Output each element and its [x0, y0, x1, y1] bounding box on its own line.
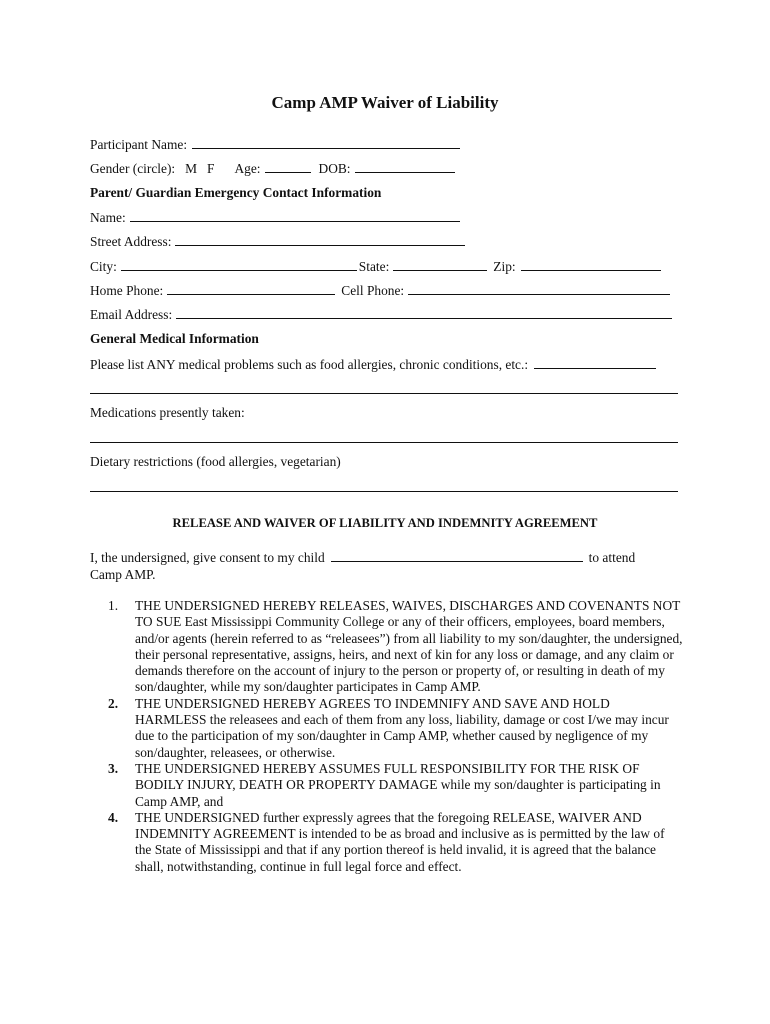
item-text: THE UNDERSIGNED HEREBY AGREES TO INDEMNIFY AND SAVE AND HOLD HARMLESS the releasees and each of them from any loss, liability, damage or cost I/we may incur due to the participation of my son/daughter in Camp AMP, whether caused by negligence of my son/daughter, releasees, or otherwise.	[135, 695, 669, 760]
zip-label: Zip:	[493, 259, 516, 274]
age-label: Age:	[234, 161, 261, 176]
agreement-list	[108, 598, 684, 875]
agreement-item	[108, 761, 684, 810]
street-address-field[interactable]	[175, 233, 465, 246]
street-address-label: Street Address:	[90, 234, 172, 249]
dob-field[interactable]	[355, 160, 455, 173]
item-number: 3.	[108, 760, 119, 776]
guardian-name-row	[90, 209, 462, 226]
participant-name-row	[90, 136, 462, 153]
participant-name-field[interactable]	[192, 136, 460, 149]
agreement-item	[108, 598, 684, 696]
medical-problems-field[interactable]	[534, 356, 656, 369]
city-state-zip-row	[90, 258, 663, 275]
guardian-name-field[interactable]	[130, 209, 460, 222]
item-text: THE UNDERSIGNED HEREBY ASSUMES FULL RESPONSIBILITY FOR THE RISK OF BODILY INJURY, DEATH OR PROPERTY DAMAGE while my son/daughter is participating in Camp AMP, and	[135, 760, 661, 809]
gender-option-f[interactable]: F	[207, 161, 215, 176]
home-phone-field[interactable]	[167, 282, 335, 295]
street-address-row	[90, 233, 467, 250]
item-number: 1.	[108, 598, 119, 613]
gender-option-m[interactable]: M	[185, 161, 198, 176]
item-text: THE UNDERSIGNED further expressly agrees that the foregoing RELEASE, WAIVER AND INDEMNITY AGREEMENT is intended to be as broad and inclusive as is permitted by the law of the State of Mississippi and that if any portion thereof is held invalid, it is agreed that the balance shall, notwithstanding, continue in full legal force and effect.	[135, 809, 665, 874]
consent-suffix: to attend	[588, 550, 636, 565]
state-field[interactable]	[393, 258, 487, 271]
consent-line-2: Camp AMP.	[90, 567, 156, 582]
participant-name-label: Participant Name:	[90, 137, 188, 152]
child-name-field[interactable]	[331, 549, 583, 562]
phone-row	[90, 282, 672, 299]
medical-problems-label: Please list ANY medical problems such as food allergies, chronic conditions, etc.:	[90, 357, 529, 372]
agreement-item	[108, 810, 684, 875]
consent-prefix: I, the undersigned, give consent to my child	[90, 550, 325, 565]
email-field[interactable]	[176, 306, 672, 319]
medical-section-heading: General Medical Information	[90, 331, 259, 346]
guardian-name-label: Name:	[90, 210, 126, 225]
page-title: Camp AMP Waiver of Liability	[271, 93, 499, 112]
email-row	[90, 306, 674, 323]
dietary-label: Dietary restrictions (food allergies, vegetarian)	[90, 454, 341, 469]
medications-row	[90, 405, 245, 421]
agreement-item	[108, 696, 684, 761]
city-label: City:	[90, 259, 117, 274]
dietary-row	[90, 454, 341, 470]
cell-phone-label: Cell Phone:	[341, 283, 405, 298]
dietary-line[interactable]	[90, 491, 678, 492]
medications-label: Medications presently taken:	[90, 405, 245, 420]
medications-line[interactable]	[90, 442, 678, 443]
city-field[interactable]	[121, 258, 357, 271]
dob-label: DOB:	[318, 161, 351, 176]
state-label: State:	[358, 259, 390, 274]
email-label: Email Address:	[90, 307, 173, 322]
home-phone-label: Home Phone:	[90, 283, 164, 298]
item-text: THE UNDERSIGNED HEREBY RELEASES, WAIVES, DISCHARGES AND COVENANTS NOT TO SUE East Mississippi Community College or any of their officers, employees, board members, and/or agents (herein referred to as “releasees”) from all liability to my son/daughter, the undersigned, their personal representative, assigns, heirs, and next of kin for any loss or damage, and any claim or demands therefore on the account of injury to the person or property of, or resulting in death of my son/daughter, while my son/daughter participates in Camp AMP.	[135, 598, 683, 695]
gender-label: Gender (circle):	[90, 161, 176, 176]
guardian-section-heading: Parent/ Guardian Emergency Contact Information	[90, 185, 382, 200]
medical-problems-line-2[interactable]	[90, 393, 678, 394]
consent-paragraph	[90, 549, 680, 583]
zip-field[interactable]	[521, 258, 661, 271]
agreement-heading: RELEASE AND WAIVER OF LIABILITY AND INDEMNITY AGREEMENT	[172, 516, 598, 530]
item-number: 4.	[108, 809, 119, 825]
item-number: 2.	[108, 695, 119, 711]
medical-problems-row	[90, 356, 658, 373]
gender-age-dob-row	[90, 160, 457, 177]
age-field[interactable]	[265, 160, 311, 173]
cell-phone-field[interactable]	[408, 282, 670, 295]
